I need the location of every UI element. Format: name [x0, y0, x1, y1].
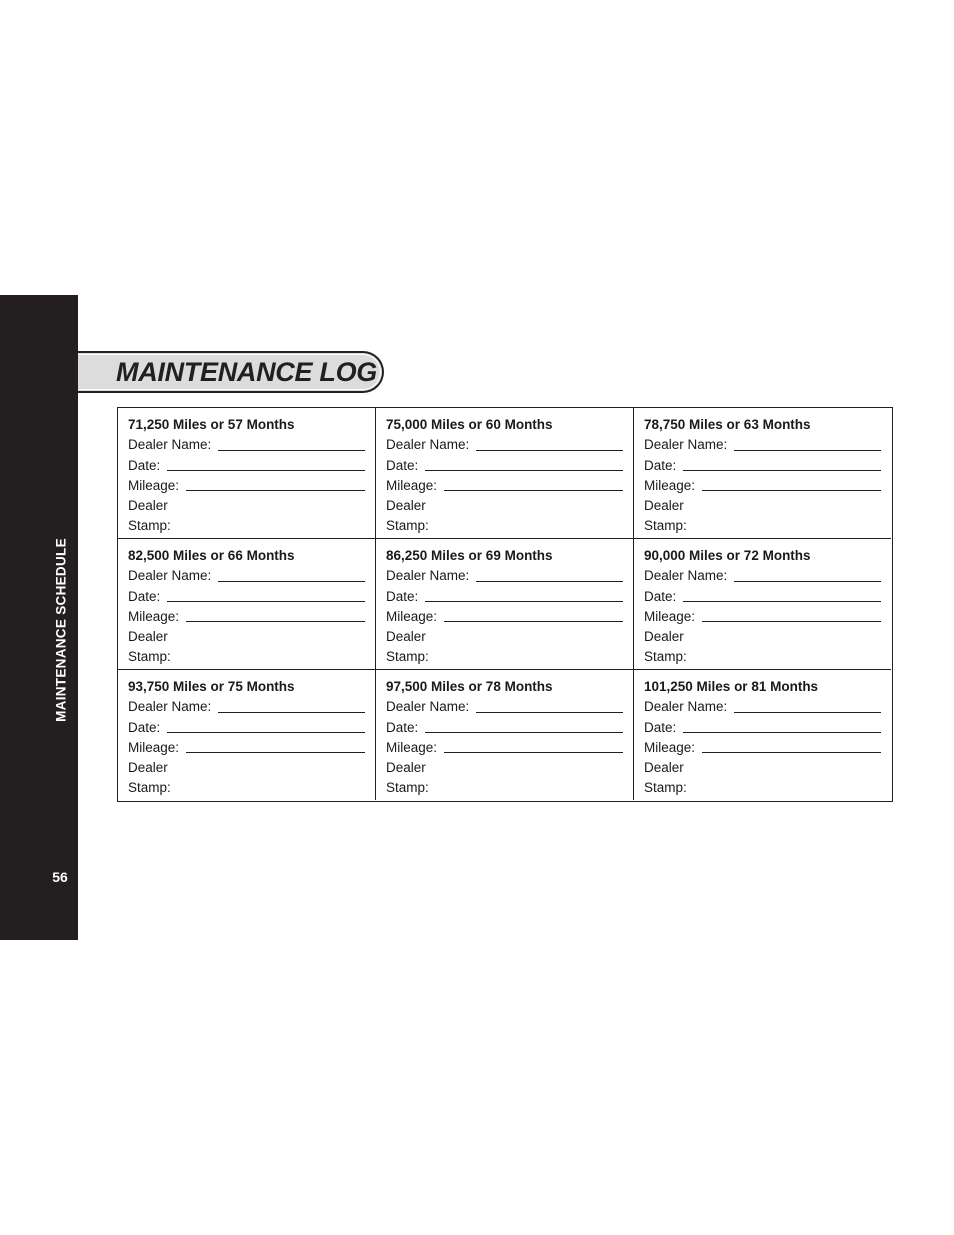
log-entry — [634, 408, 891, 539]
date-label: Date: — [128, 588, 161, 604]
log-entry — [376, 670, 634, 800]
dealer-name-field — [644, 435, 881, 455]
mileage-write-line[interactable] — [186, 620, 365, 622]
log-entry — [376, 408, 634, 539]
log-entry — [634, 670, 891, 800]
mileage-write-line[interactable] — [444, 620, 623, 622]
mileage-write-line[interactable] — [702, 489, 881, 491]
mileage-field — [128, 476, 365, 496]
dealer-name-label: Dealer Name: — [644, 437, 728, 453]
mileage-write-line[interactable] — [702, 620, 881, 622]
log-entry-heading: 90,000 Miles or 72 Months — [644, 548, 811, 563]
date-field — [644, 587, 881, 607]
date-label: Date: — [644, 588, 677, 604]
mileage-write-line[interactable] — [444, 751, 623, 753]
dealer-name-field — [386, 435, 623, 455]
log-entry-heading: 86,250 Miles or 69 Months — [386, 548, 553, 563]
dealer-name-write-line[interactable] — [734, 580, 881, 582]
dealer-stamp-label: Dealer — [386, 498, 426, 514]
dealer-stamp-label: Dealer — [128, 760, 168, 776]
mileage-field — [128, 607, 365, 627]
log-entry — [118, 670, 376, 800]
stamp-label: Stamp: — [128, 518, 171, 534]
dealer-stamp-label: Dealer — [644, 498, 684, 514]
mileage-label: Mileage: — [386, 477, 438, 493]
dealer-name-field — [386, 697, 623, 717]
mileage-field — [644, 738, 881, 758]
date-write-line[interactable] — [167, 600, 365, 602]
mileage-label: Mileage: — [128, 739, 180, 755]
date-label: Date: — [128, 457, 161, 473]
stamp-label: Stamp: — [386, 518, 429, 534]
date-field — [386, 718, 623, 738]
mileage-field — [644, 607, 881, 627]
stamp-label: Stamp: — [644, 649, 687, 665]
dealer-name-write-line[interactable] — [734, 711, 881, 713]
dealer-name-field — [386, 566, 623, 586]
dealer-stamp-label: Dealer — [644, 760, 684, 776]
dealer-name-label: Dealer Name: — [128, 437, 212, 453]
log-entry-heading: 93,750 Miles or 75 Months — [128, 679, 295, 694]
date-write-line[interactable] — [167, 731, 365, 733]
stamp-label: Stamp: — [128, 780, 171, 796]
dealer-name-label: Dealer Name: — [128, 568, 212, 584]
date-write-line[interactable] — [167, 469, 365, 471]
mileage-field — [386, 476, 623, 496]
dealer-name-field — [644, 566, 881, 586]
mileage-field — [644, 476, 881, 496]
dealer-name-field — [128, 435, 365, 455]
stamp-label: Stamp: — [644, 518, 687, 534]
log-entry — [634, 539, 891, 670]
date-field — [128, 587, 365, 607]
date-label: Date: — [644, 719, 677, 735]
dealer-name-write-line[interactable] — [476, 449, 623, 451]
dealer-name-label: Dealer Name: — [644, 568, 728, 584]
date-write-line[interactable] — [425, 469, 623, 471]
log-entry-heading: 82,500 Miles or 66 Months — [128, 548, 295, 563]
mileage-label: Mileage: — [128, 477, 180, 493]
dealer-name-write-line[interactable] — [218, 711, 365, 713]
date-label: Date: — [386, 588, 419, 604]
dealer-name-label: Dealer Name: — [644, 699, 728, 715]
dealer-name-field — [644, 697, 881, 717]
stamp-label: Stamp: — [644, 780, 687, 796]
dealer-name-write-line[interactable] — [218, 449, 365, 451]
log-entry-heading: 71,250 Miles or 57 Months — [128, 417, 295, 432]
dealer-name-write-line[interactable] — [476, 711, 623, 713]
date-write-line[interactable] — [425, 731, 623, 733]
dealer-name-label: Dealer Name: — [386, 437, 470, 453]
dealer-stamp-label: Dealer — [386, 760, 426, 776]
dealer-stamp-label: Dealer — [128, 629, 168, 645]
mileage-write-line[interactable] — [186, 489, 365, 491]
date-label: Date: — [644, 457, 677, 473]
mileage-label: Mileage: — [128, 608, 180, 624]
mileage-field — [386, 738, 623, 758]
dealer-name-write-line[interactable] — [734, 449, 881, 451]
log-entry-heading: 75,000 Miles or 60 Months — [386, 417, 553, 432]
dealer-name-label: Dealer Name: — [386, 699, 470, 715]
mileage-label: Mileage: — [644, 477, 696, 493]
mileage-label: Mileage: — [386, 739, 438, 755]
page-number: 56 — [52, 869, 68, 885]
date-field — [128, 718, 365, 738]
mileage-field — [128, 738, 365, 758]
mileage-label: Mileage: — [386, 608, 438, 624]
stamp-label: Stamp: — [386, 649, 429, 665]
dealer-stamp-label: Dealer — [128, 498, 168, 514]
mileage-label: Mileage: — [644, 739, 696, 755]
dealer-name-label: Dealer Name: — [386, 568, 470, 584]
date-field — [644, 718, 881, 738]
log-entry-heading: 101,250 Miles or 81 Months — [644, 679, 819, 694]
mileage-write-line[interactable] — [702, 751, 881, 753]
date-write-line[interactable] — [683, 469, 881, 471]
dealer-name-field — [128, 697, 365, 717]
date-write-line[interactable] — [425, 600, 623, 602]
dealer-name-label: Dealer Name: — [128, 699, 212, 715]
date-label: Date: — [128, 719, 161, 735]
log-entry-heading: 97,500 Miles or 78 Months — [386, 679, 553, 694]
dealer-stamp-label: Dealer — [644, 629, 684, 645]
date-field — [386, 587, 623, 607]
dealer-stamp-label: Dealer — [386, 629, 426, 645]
date-field — [644, 456, 881, 476]
mileage-write-line[interactable] — [444, 489, 623, 491]
mileage-label: Mileage: — [644, 608, 696, 624]
date-label: Date: — [386, 457, 419, 473]
date-field — [128, 456, 365, 476]
log-entry-heading: 78,750 Miles or 63 Months — [644, 417, 811, 432]
date-write-line[interactable] — [683, 731, 881, 733]
date-field — [386, 456, 623, 476]
log-entry — [118, 408, 376, 539]
date-write-line[interactable] — [683, 600, 881, 602]
mileage-write-line[interactable] — [186, 751, 365, 753]
dealer-name-write-line[interactable] — [218, 580, 365, 582]
stamp-label: Stamp: — [386, 780, 429, 796]
page-title: MAINTENANCE LOG — [116, 357, 377, 387]
section-label: MAINTENANCE SCHEDULE — [53, 538, 69, 722]
maintenance-log-table — [117, 407, 893, 802]
log-entry — [376, 539, 634, 670]
stamp-label: Stamp: — [128, 649, 171, 665]
dealer-name-field — [128, 566, 365, 586]
date-label: Date: — [386, 719, 419, 735]
dealer-name-write-line[interactable] — [476, 580, 623, 582]
mileage-field — [386, 607, 623, 627]
log-entry — [118, 539, 376, 670]
